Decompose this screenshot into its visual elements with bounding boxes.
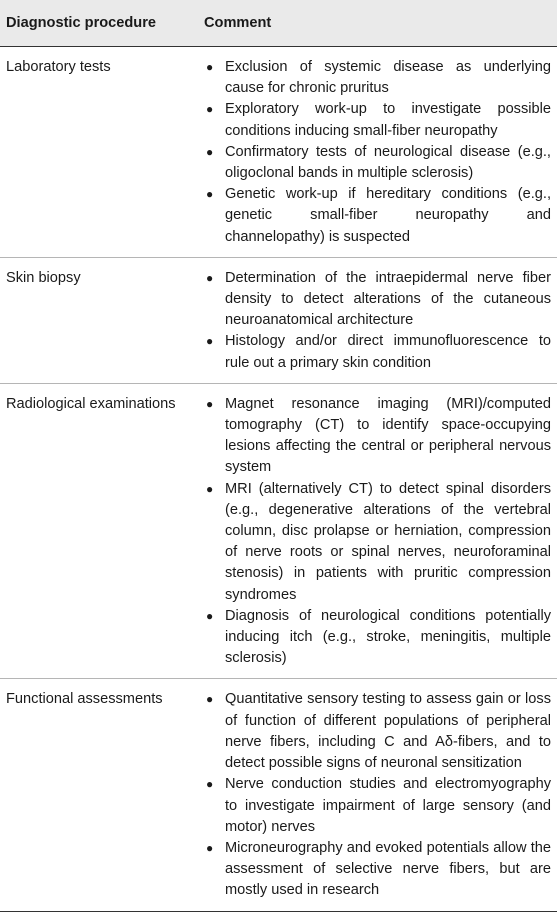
bullet-icon: ● — [206, 608, 214, 623]
comment-cell — [197, 257, 557, 383]
comment-item — [203, 394, 551, 479]
comment-item — [203, 268, 551, 332]
comment-cell — [197, 383, 557, 679]
procedure-cell: Skin biopsy — [0, 257, 197, 383]
comment-item — [203, 331, 551, 373]
comment-text: Magnet resonance imaging (MRI)/computed tomography (CT) to identify space-occupying lesions affecting the central or peripheral nervous system — [225, 395, 551, 476]
comment-item — [203, 184, 551, 248]
comment-text: Quantitative sensory testing to assess gain or loss of function of different populations of peripheral nerve fibers, including C and Aδ-fibers, and to detect possible signs of neuronal sensitization — [225, 691, 551, 772]
comment-item — [203, 838, 551, 902]
comment-text: Microneurography and evoked potentials allow the assessment of selective nerve fibers, but are mostly used in research — [225, 839, 551, 899]
header-row — [0, 0, 557, 47]
comment-list — [203, 394, 551, 670]
bullet-icon: ● — [206, 396, 214, 411]
table-body — [0, 47, 557, 912]
header-diagnostic-procedure: Diagnostic procedure — [0, 0, 197, 47]
comment-list — [203, 57, 551, 248]
comment-list — [203, 268, 551, 374]
table-row — [0, 383, 557, 679]
table-header — [0, 0, 557, 47]
bullet-icon: ● — [206, 270, 214, 285]
comment-text: Determination of the intraepidermal nerve fiber density to detect alterations of the cutaneous neuroanatomical architecture — [225, 269, 551, 329]
comment-cell — [197, 47, 557, 258]
table-row — [0, 257, 557, 383]
comment-cell — [197, 679, 557, 911]
bullet-icon: ● — [206, 334, 214, 349]
bullet-icon: ● — [206, 481, 214, 496]
comment-item — [203, 479, 551, 606]
header-comment: Comment — [197, 0, 557, 47]
bullet-icon: ● — [206, 840, 214, 855]
bullet-icon: ● — [206, 144, 214, 159]
table-row — [0, 679, 557, 911]
comment-text: Exclusion of systemic disease as underlying cause for chronic pruritus — [225, 59, 551, 97]
bullet-icon: ● — [206, 692, 214, 707]
comment-list — [203, 689, 551, 901]
comment-text: Diagnosis of neurological conditions potentially inducing itch (e.g., stroke, meningitis, multiple sclerosis) — [225, 607, 551, 667]
procedure-cell: Radiological examinations — [0, 383, 197, 679]
comment-item — [203, 99, 551, 141]
comment-text: Nerve conduction studies and electromyography to investigate impairment of large sensory (and motor) nerves — [225, 776, 551, 835]
comment-item — [203, 689, 551, 774]
comment-item — [203, 57, 551, 99]
bullet-icon: ● — [206, 60, 214, 74]
comment-item — [203, 606, 551, 670]
comment-text: Exploratory work-up to investigate possible conditions inducing small-fiber neuropathy — [225, 101, 551, 139]
procedure-cell: Laboratory tests — [0, 47, 197, 258]
comment-text: Histology and/or direct immunofluorescence to rule out a primary skin condition — [225, 333, 551, 371]
bullet-icon: ● — [206, 102, 214, 117]
comment-item — [203, 774, 551, 838]
comment-text: Confirmatory tests of neurological disease (e.g., oligoclonal bands in multiple sclerosis) — [225, 143, 551, 182]
comment-item — [203, 142, 551, 184]
table-row — [0, 47, 557, 258]
comment-text: MRI (alternatively CT) to detect spinal disorders (e.g., degenerative alterations of the vertebral column, disc prolapse or herniation, compression of nerve roots or spinal nerves, neuroforaminal stenosis) in patients with pruritic compression syndromes — [225, 480, 551, 603]
comment-text: Genetic work-up if hereditary conditions (e.g., genetic small-fiber neuropathy and channelopathy) is suspected — [225, 186, 551, 245]
bullet-icon: ● — [206, 187, 214, 202]
bullet-icon: ● — [206, 777, 214, 792]
procedure-cell: Functional assessments — [0, 679, 197, 911]
